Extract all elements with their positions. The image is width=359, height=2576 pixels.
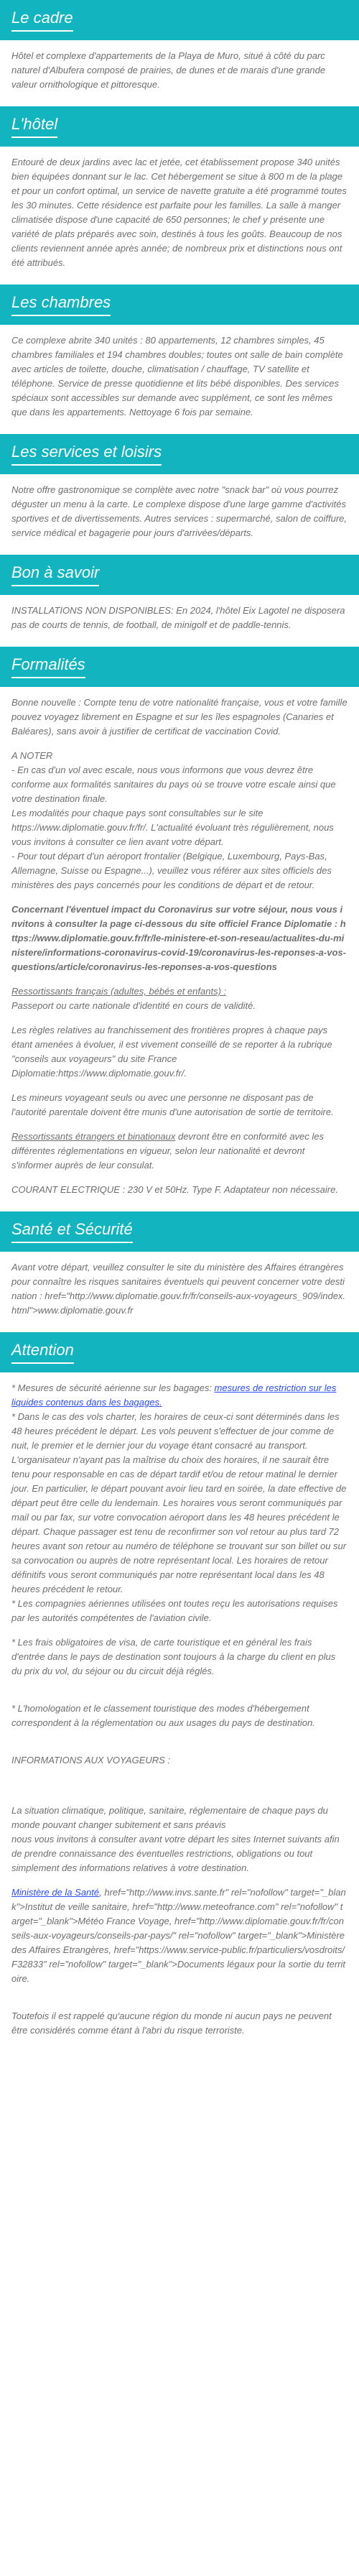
services-text: Notre offre gastronomique se complète avec notre "snack bar" où vous pourrez déguster un menu à la carte. Le complexe dispose d'une large gamme d'activités sportives et de divertissements. Autres services : supermarché, salon de coiffure, service médical et bagagerie pour jours d'arrivées/départs. (11, 484, 347, 538)
bagages-restriction-link[interactable]: mesures de restriction sur les liquides contenus dans les bagages. (11, 1382, 337, 1408)
section-header-cadre (0, 0, 359, 40)
section-attention (0, 1332, 359, 2052)
section-header-hotel (0, 106, 359, 147)
situation-text-1: La situation climatique, politique, sanitaire, réglementaire de chaque pays du monde pouvant changer subitement et sans préavis (11, 1805, 328, 1830)
section-header-attention (0, 1332, 359, 1372)
classification-text: * L'homologation et le classement touristique des modes d'hébergement correspondent à la réglementation ou aux usages du pays de destination. (11, 1703, 315, 1728)
charter-text: * Dans le cas des vols charter, les horaires de ceux-ci sont déterminés dans les 48 heures précédent le départ. Les vols peuvent s'effectuer de jour comme de nuit, le premier et le dernier jour du voyage étant consacré au transport. L'organisateur n'ayant pas la maîtrise du choix des horaires, il ne saurait être tenu pour responsable en cas de départ tardif et/ou de retour matinal le dernier jour. En particulier, le départ pouvant avoir lieu tard en soirée, la date effective de départ peut être celle du lendemain. Les horaires vous seront communiqués par mail ou par fax, sur votre convocation aéroport dans les 48 heures précédent le départ. Chaque passager est tenu de reconfirmer son vol retour au plus tard 72 heures avant son retour au numéro de téléphone se trouvant sur son billet ou sur sa convocation ou auprès de notre représentant local. Les horaires de retour définitifs vous seront communiqués par notre représentant local dans les 48 heures précédent le retour. (11, 1411, 347, 1594)
minors-text: Les mineurs voyageant seuls ou avec une personne ne disposant pas de l'autorité parentale doivent être munis d'une autorisation de sortie de territoire. (11, 1092, 334, 1117)
companies-text: * Les compagnies aériennes utilisées ont toutes reçu les autorisations requises par les autorités compétentes de l'aviation civile. (11, 1598, 338, 1623)
section-header-bon-a-savoir (0, 555, 359, 595)
situation-text-2: nous vous invitons à consulter avant votre départ les sites Internet suivants afin de prendre connaissance des éventuelles restrictions, obligations ou tout simplement des informations relatives à votre destination. (11, 1834, 340, 1873)
cadre-text: Hôtel et complexe d'appartements de la Playa de Muro, situé à côté du parc naturel d'Albufera composé de prairies, de dunes et de marais d'une grande valeur ornithologique et pittoresque. (11, 50, 326, 90)
section-title-cadre: Le cadre (11, 10, 73, 32)
ministere-sante-link[interactable]: Ministère de la Santé (11, 1887, 100, 1898)
info-voyageurs-title: INFORMATIONS AUX VOYAGEURS : (11, 1755, 171, 1765)
section-title-hotel: L'hôtel (11, 116, 57, 138)
ressortissants-text: Passeport ou carte nationale d'identité en cours de validité. (11, 1000, 256, 1011)
note-title: A NOTER (11, 750, 53, 761)
foreign-nationals-title: Ressortissants étrangers et binationaux (11, 1131, 176, 1142)
section-header-services (0, 434, 359, 474)
section-title-services: Les services et loisirs (11, 444, 162, 466)
section-header-formalites (0, 647, 359, 687)
section-title-formalites: Formalités (11, 657, 85, 678)
section-header-chambres (0, 285, 359, 325)
section-services (0, 434, 359, 555)
section-title-bon-a-savoir: Bon à savoir (11, 565, 99, 586)
section-bon-a-savoir (0, 555, 359, 647)
bon-a-savoir-text: INSTALLATIONS NON DISPONIBLES: En 2024, l'hôtel Eix Lagotel ne disposera pas de courts de tennis, de football, de minigolf et de paddle-tennis. (11, 605, 345, 630)
foreign-nationals-body: devront être en conformité avec les différentes réglementations en vigueur, selon leur nationalité et devront s'informer auprès de leur consulat. (11, 1131, 325, 1171)
section-cadre (0, 0, 359, 106)
note-modalites: Les modalités pour chaque pays sont consultables sur le site https://www.diplomatie.gouv.fr/fr/. L'actualité évoluant très régulièrement, nous vous invitons à consulter ce lien avant votre départ. (11, 808, 334, 847)
official-links-rest: , href="http://www.invs.sante.fr" rel="nofollow" target="_blank">Institut de veille sanitaire, href="http://www.meteofrance.com" rel="nofollow" target="_blank">Météo France Voyage, href="http://www.diplomatie.gouv.fr/fr/conseils-aux-voyageurs/conseils-par-pays/" rel="nofollow" target="_blank">Ministère des Affaires Etrangères, href="https://www.service-public.fr/particuliers/vosdroits/F32833" rel="nofollow" target="_blank">Documents légaux pour la sortie du territoire. (11, 1887, 346, 1984)
foreign-nationals-text (11, 1130, 348, 1173)
section-title-attention: Attention (11, 1342, 74, 1364)
note-escale: - En cas d'un vol avec escale, nous vous informons que vous devrez être conforme aux formalités sanitaires du pays où se trouve votre escale ainsi que votre destination finale. (11, 765, 336, 804)
rules-text: Les règles relatives au franchissement des frontières propres à chaque pays étant amenées à évoluer, il est vivement conseillé de se reporter à la rubrique "conseils aux voyageurs" du site France Diplomatie:https://www.diplomatie.gouv.fr/. (11, 1025, 332, 1079)
section-chambres (0, 285, 359, 434)
courant-electrique-text: COURANT ELECTRIQUE : 230 V et 50Hz. Type F. Adaptateur non nécessaire. (11, 1184, 338, 1195)
fees-text: * Les frais obligatoires de visa, de carte touristique et en général les frais d'entrée dans le pays de destination sont toujours à la charge du client en plus du prix du vol, du séjour ou du circuit déjà réglés. (11, 1637, 336, 1676)
chambres-text: Ce complexe abrite 340 unités : 80 appartements, 12 chambres simples, 45 chambres familiales et 194 chambres doubles; toutes ont salle de bain complète avec articles de toilette, douche, climatisation / chauffage, TV satellite et téléphone. Service de presse quotidienne et lits bébé disponibles. Des services spéciaux sont accessibles sur demande avec supplément, ce sont les mêmes que dans les appartements. Nettoyage 6 fois par semaine. (11, 335, 343, 417)
coronavirus-notice: Concernant l'éventuel impact du Coronavirus sur votre séjour, nous vous invitons à consulter la page ci-dessous du site officiel France Diplomatie : https://www.diplomatie.gouv.fr/fr/le-ministere-et-son-reseau/actualites-du-ministere/informations-coronavirus-covid-19/coronavirus-les-reponses-a-vos-questions/article/coronavirus-les-reponses-a-vos-questions (11, 904, 346, 972)
hotel-text: Entouré de deux jardins avec lac et jetée, cet établissement propose 340 unités bien équipées donnant sur le lac. Cet hébergement se situe à 800 m de la plage et pour un confort optimal, un service de navette gratuite a été programmé toutes les 30 minutes. Cette résidence est parfaite pour les familles. La salle à manger climatisée dispose d'une capacité de 650 personnes; le chef y présente une variété de plats préparés avec soin, destinés à tous les goûts. Beaucoup de nos clients reviennent année après année; de nombreux prix et distinctions nous ont été attribués. (11, 157, 347, 268)
section-sante (0, 1211, 359, 1332)
formalites-intro: Bonne nouvelle : Compte tenu de votre nationalité française, vous et votre famille pouvez voyagez librement en Espagne et sur les îles espagnoles (Canaries et Baléares), sans avoir à justifier de certificat de vaccination Covid. (11, 697, 348, 737)
sante-text: Avant votre départ, veuillez consulter le site du ministère des Affaires étrangères pour connaître les risques sanitaires éventuels qui peuvent concerner votre destination : href="http://www.diplomatie.gouv.fr/fr/conseils-aux-voyageurs_909/index.html">www.diplomatie.gouv.fr (11, 1262, 346, 1316)
note-frontalier: - Pour tout départ d'un aéroport frontalier (Belgique, Luxembourg, Pays-Bas, Allemagne, Suisse ou Espagne...), veuillez vous référer aux sites officiels des ministères des pays concernés pour les conditions de départ et de retour. (11, 851, 332, 890)
section-hotel (0, 106, 359, 285)
bagages-text (11, 1381, 348, 1410)
terrorism-notice: Toutefois il est rappelé qu'aucune région du monde ni aucun pays ne peuvent être considérés comme étant à l'abri du risque terroriste. (11, 2011, 332, 2036)
official-links-text (11, 1885, 348, 1986)
ressortissants-title: Ressortissants français (adultes, bébés et enfants) : (11, 986, 227, 997)
section-formalites (0, 647, 359, 1211)
section-header-sante (0, 1211, 359, 1252)
section-title-chambres: Les chambres (11, 295, 111, 316)
section-title-sante: Santé et Sécurité (11, 1222, 133, 1243)
bagages-prefix: * Mesures de sécurité aérienne sur les bagages: (11, 1382, 215, 1393)
